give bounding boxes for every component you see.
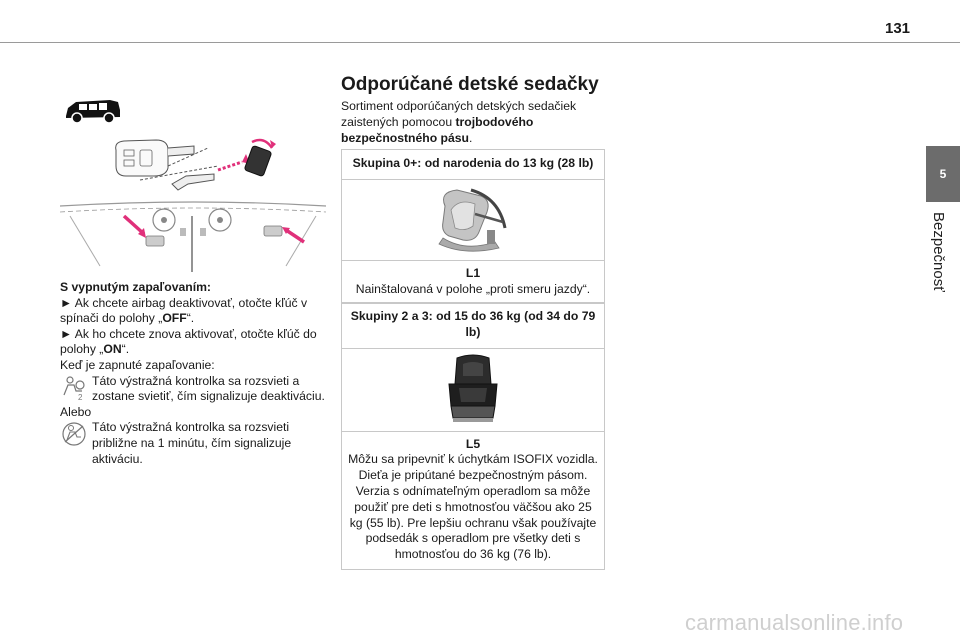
car-icon [62, 96, 124, 126]
intro-text: Sortiment odporúčaných detských sedačiek zaistených pomocou trojbodového bezpečnostného pásu. [341, 99, 577, 145]
svg-text:2: 2 [78, 392, 83, 401]
footer-watermark: carmanualsonline.info [685, 610, 904, 635]
airbag-off-warning-icon [60, 375, 88, 401]
group-2-weight-text: Verzia s odnímateľným operadlom sa môže použiť pre deti s hmotnosťou väčšou ako 25 kg (55 lb). Pre lepšiu ochranu však používajte podsedák s operadlom pre všetky deti s hmotnosťou do 36 kg (76 lb). [349, 483, 597, 562]
deactivate-step: ► Ak chcete airbag deaktivovať, otočte kľúč v spínači do polohy „OFF“. [60, 295, 308, 326]
section-title: Odporúčané detské sedačky [341, 74, 599, 95]
group-2-header: Skupiny 2 a 3: od 15 do 36 kg (od 34 do 79 lb) [342, 303, 604, 349]
group-2-image-cell [342, 349, 604, 432]
dashboard-illustration [60, 196, 330, 272]
group-2-code: L5 [465, 436, 481, 451]
page-number: 131 [885, 20, 911, 37]
booster-seat-image [445, 354, 501, 426]
infant-carrier-image [435, 186, 511, 254]
group-2-description [342, 432, 604, 569]
group-1-install-text: Nainštalovaná v polohe „proti smeru jazdy“. [355, 281, 591, 296]
group-2-belt-text: Dieťa je pripútané bezpečnostným pásom. [358, 468, 588, 483]
alternative-text: Alebo [60, 404, 92, 419]
activate-step: ► Ak ho chcete znova aktivovať, otočte kľúč do polohy „ON“. [60, 326, 317, 357]
airbag-on-warning-icon [60, 421, 88, 447]
deactivation-lamp-row: 2 Táto výstražná kontrolka sa rozsvieti a zostane svietiť, čím signalizuje deaktiváciu. [60, 374, 330, 405]
header-rule [0, 42, 960, 43]
group-2-isofix-text: Môžu sa pripevniť k úchytkám ISOFIX vozidla. [348, 452, 598, 467]
group-1-description [342, 261, 604, 304]
key-illustration [110, 136, 280, 196]
instructions-heading: S vypnutým zapaľovaním: [60, 280, 211, 294]
seat-group-2-table [341, 302, 605, 570]
group-1-header: Skupina 0+: od narodenia do 13 kg (28 lb) [342, 150, 604, 180]
group-1-image-cell [342, 180, 604, 261]
ignition-on-text: Keď je zapnuté zapaľovanie: [60, 357, 215, 372]
seat-group-1-table [341, 149, 605, 304]
activation-lamp-row: Táto výstražná kontrolka sa rozsvieti približne na 1 minútu, čím signalizuje aktiváciu. [60, 420, 330, 467]
group-1-code: L1 [465, 265, 481, 280]
airbag-instructions [60, 280, 330, 467]
chapter-title: Bezpečnosť [930, 212, 947, 292]
chapter-tab[interactable]: 5 [926, 146, 960, 202]
